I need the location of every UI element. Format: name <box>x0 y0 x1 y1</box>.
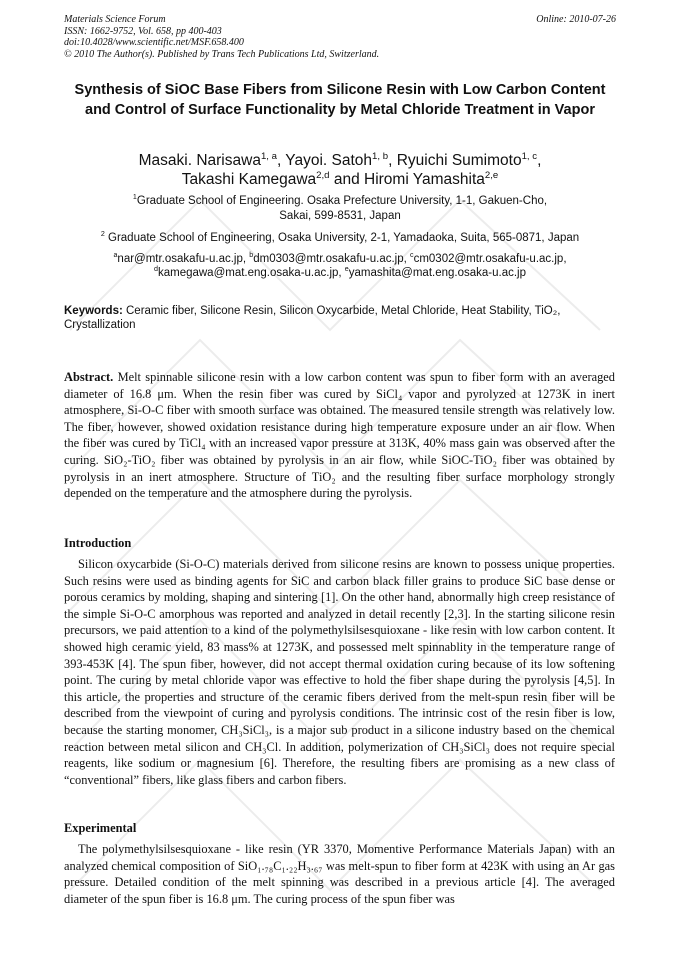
abstract-text: Melt spinnable silicone resin with a low carbon content was spun to fiber form with an averaged diameter of 16.8 μm. When the resin fiber was cured by SiCl₄ vapor and pyrolyzed at 1273K in inert atmosphere, Si-O-C fiber with smooth surface was obtained. The measured tensile strength was relatively low. The fiber, however, showed oxidation resistance during high temperature exposure under an air flow. When the fiber was cured by TiCl₄ with an increased vapor pressure at 313K, 40% mass gain was observed after the curing. SiO₂-TiO₂ fiber was obtained by pyrolysis in an air flow, while SiOC-TiO₂ fiber was obtained by pyrolysis in an inert atmosphere. Structure of TiO₂ and the resulting fiber surface morphology strongly depended on the temperature and the atmosphere during the pyrolysis. <box>64 370 615 501</box>
email-link[interactable]: kamegawa@mat.eng.osaka-u.ac.jp <box>157 267 339 279</box>
copyright-line: © 2010 The Author(s). Published by Trans Tech Publications Ltd, Switzerland. <box>64 48 380 60</box>
section-heading-experimental: Experimental <box>64 821 137 835</box>
author-affiliation-mark: 1, a <box>260 150 277 162</box>
email-link[interactable]: cm0302@mtr.osakafu-u.ac.jp <box>413 253 564 265</box>
issn-line: ISSN: 1662-9752, Vol. 658, pp 400-403 <box>64 25 222 37</box>
keywords <box>64 304 616 332</box>
experimental-body <box>64 841 615 907</box>
email-link[interactable]: nar@mtr.osakafu-u.ac.jp <box>117 253 243 265</box>
author-name: Yayoi. Satoh <box>285 152 373 169</box>
affiliation-1: $^1$Graduate School of Engineering. Osaka Prefecture University, 1-1, Gakuen-Cho, Sakai, 599-8531, Japan <box>132 193 548 222</box>
online-date: Online: 2010-07-26 <box>536 14 616 25</box>
author-affiliation-mark: 1, b <box>372 150 389 162</box>
experimental-text: The polymethylsilsesquioxane - like resin (YR 3370, Momentive Performance Materials Japan) with an analyzed chemical composition of SiO₁.₇₈C₁.₂₂H₃.₆₇ was melt-spun to fiber form at 423K with using an Ar gas pressure. Detailed condition of the melt spinning was described in a previous article [4]. The averaged diameter of the spun fiber is 16.8 μm. The curing process of the spun fiber was <box>64 842 615 906</box>
keywords-text: Ceramic fiber, Silicone Resin, Silicon Oxycarbide, Metal Chloride, Heat Stability, TiO₂, Crystallization <box>64 305 561 331</box>
email-link[interactable]: dm0303@mtr.osakafu-u.ac.jp <box>253 253 404 265</box>
author-list: Masaki. Narisawa$^{1, a}$, Yayoi. Satoh$^{1, b}$, Ryuichi Sumimoto$^{1, c}$, Takashi Kamegawa$^{2,d}$ and Hiromi Yamashita$^{2,e}$ <box>138 150 542 188</box>
author-name: Masaki. Narisawa <box>138 152 261 169</box>
section-heading-introduction: Introduction <box>64 536 132 550</box>
journal-name: Materials Science Forum <box>64 14 166 25</box>
author-name: Ryuichi Sumimoto <box>396 152 522 169</box>
author-name: Hiromi Yamashita <box>364 171 485 188</box>
abstract <box>64 369 615 502</box>
author-affiliation-mark: 2,d <box>316 169 330 181</box>
email-link[interactable]: yamashita@mat.eng.osaka-u.ac.jp <box>348 267 526 279</box>
introduction-text: Silicon oxycarbide (Si-O-C) materials derived from silicone resins are known to possess unique properties. Such resins were used as binding agents for SiC and carbon black filler grains to produce SiC base dense or porous ceramics by molding, shaping and sintering [1]. On the other hand, abnormally high creep resistance of the simple Si-O-C amorphous was reported and analyzed in detail recently [2,3]. In the starting silicone resin precursors, we paid attention to a kind of the polymethylsilsesquioxane - like resin with low carbon content. It showed high ceramic yield, 83 mass% at 1273K, and possessed melt spinnablity in the temperature range of 393-453K [4]. The spun fiber, however, did not accept thermal oxidation curing because of its low softening point. The curing by metal chloride vapor was effective to hold the fiber shape during the pyrolysis [4,5]. In this article, the properties and structure of the ceramic fibers derived from the melt-spun resin fiber will be described from the viewpoint of curing and pyrolysis conditions. The intrinsic cost of the resin fiber is low, because the starting monomer, CH₃SiCl₃, is a major sub product in a silicone industry based on the chemical reaction between metal silicon and CH₃Cl. In addition, polymerization of CH₃SiCl₃ does not require special reagents, like sodium or magnesium [6]. Therefore, the resulting fibers are promising as a new class of “conventional” fibers, like glass fibers and carbon fibers. <box>64 557 615 787</box>
journal-header <box>64 14 616 60</box>
abstract-label: Abstract. <box>64 370 114 384</box>
keywords-label: Keywords: <box>64 305 123 317</box>
doi-line: doi:10.4028/www.scientific.net/MSF.658.400 <box>64 37 244 48</box>
introduction-body <box>64 556 615 788</box>
email-list: $^a$nar@mtr.osakafu-u.ac.jp, $^b$dm0303@mtr.osakafu-u.ac.jp, $^c$cm0302@mtr.osakafu-u.ac.jp, $^d$kamegawa@mat.eng.osaka-u.ac.jp, $^e$yamashita@mat.eng.osaka-u.ac.jp <box>113 251 567 279</box>
author-affiliation-mark: 1, c <box>521 150 538 162</box>
affiliation-2: $^2$ Graduate School of Engineering, Osaka University, 2-1, Yamadaoka, Suita, 565-0871, Japan <box>100 230 580 244</box>
author-affiliation-mark: 2,e <box>484 169 499 181</box>
paper-title: Synthesis of SiOC Base Fibers from Silicone Resin with Low Carbon Content and Control of Surface Functionality by Metal Chloride Treatment in Vapor <box>74 82 606 118</box>
author-name: Takashi Kamegawa <box>181 171 317 188</box>
